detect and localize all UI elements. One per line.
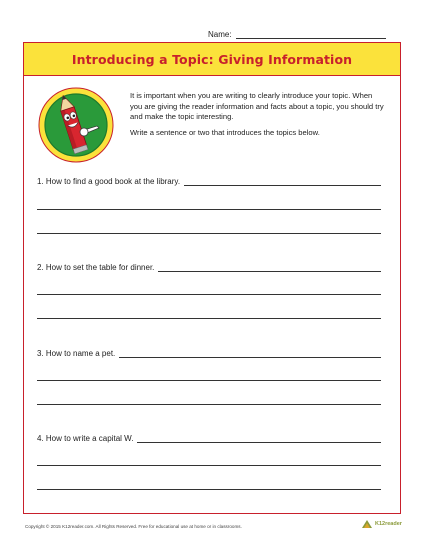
answer-line[interactable]: [37, 489, 381, 490]
answer-blank[interactable]: [158, 264, 381, 272]
logo-text: K12reader: [375, 521, 402, 527]
question-text: 1. How to find a good book at the library.: [37, 177, 181, 186]
question-2: [37, 263, 381, 272]
name-field-row: [208, 30, 386, 39]
answer-line[interactable]: [37, 209, 381, 210]
logo-mark-icon: [361, 519, 373, 529]
question-text: 2. How to set the table for dinner.: [37, 263, 155, 272]
name-blank-line[interactable]: [236, 30, 386, 39]
question-text: 4. How to write a capital W.: [37, 434, 134, 443]
question-3: [37, 349, 381, 358]
instructions-paragraph: Write a sentence or two that introduces the topics below.: [130, 127, 320, 137]
question-4: [37, 434, 381, 443]
question-1: [37, 177, 381, 186]
k12reader-logo: [361, 519, 402, 529]
answer-blank[interactable]: [119, 350, 381, 358]
worksheet-title: Introducing a Topic: Giving Information: [71, 51, 353, 67]
question-text: 3. How to name a pet.: [37, 349, 116, 358]
answer-blank[interactable]: [184, 178, 381, 186]
intro-paragraph: It is important when you are writing to clearly introduce your topic. When you are giving the reader information and facts about a topic, you should try and make the topic interesting.: [130, 91, 384, 121]
intro-text: [130, 91, 386, 138]
copyright-footer: Copyright © 2015 K12reader.com. All Rights Reserved. Free for educational use at home or in classrooms.: [25, 524, 242, 529]
title-bar: [23, 42, 401, 76]
answer-line[interactable]: [37, 404, 381, 405]
answer-line[interactable]: [37, 294, 381, 295]
answer-line[interactable]: [37, 318, 381, 319]
answer-blank[interactable]: [137, 435, 381, 443]
answer-line[interactable]: [37, 233, 381, 234]
name-label: Name:: [208, 30, 232, 39]
answer-line[interactable]: [37, 380, 381, 381]
answer-line[interactable]: [37, 465, 381, 466]
pencil-mascot-icon: [37, 86, 115, 164]
